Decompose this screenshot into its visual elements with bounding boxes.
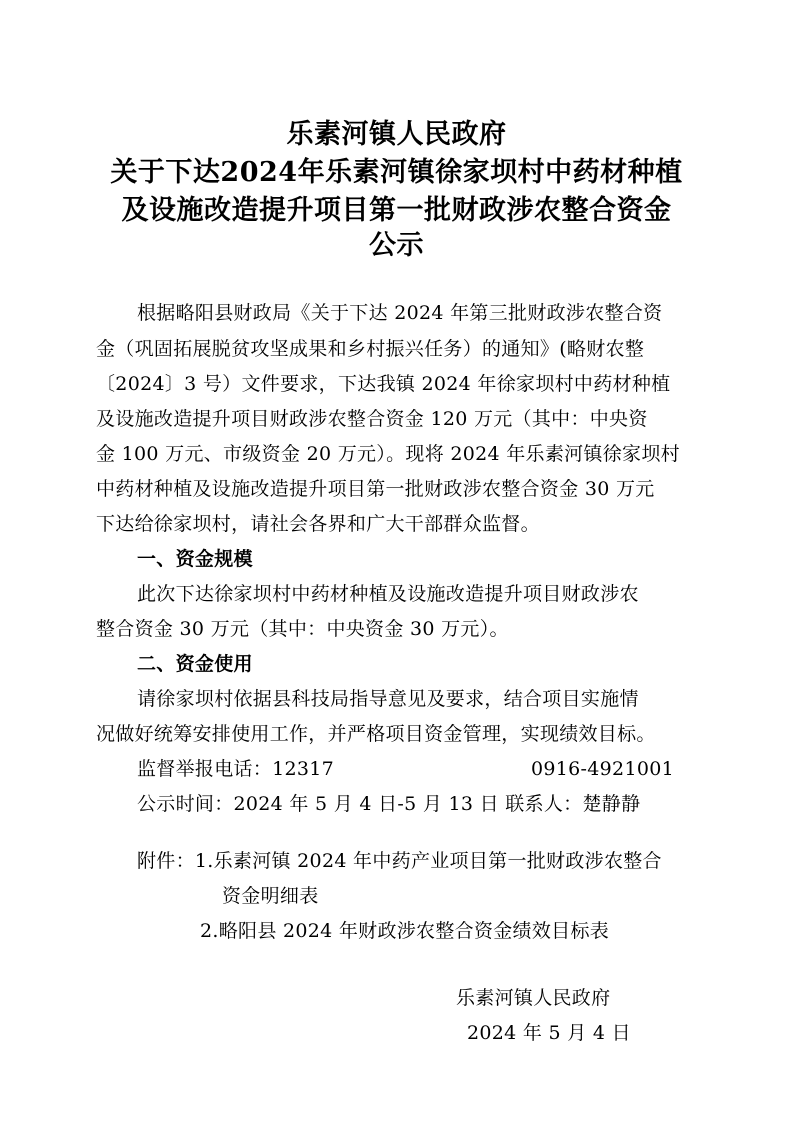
attachment-item-1-cont: 资金明细表 [222, 885, 319, 907]
attachment-item-1: 附件：1.乐素河镇 2024 年中药产业项目第一批财政涉农整合 [137, 850, 662, 872]
intro-line: 根据略阳县财政局《关于下达 2024 年第三批财政涉农整合资 [137, 302, 663, 324]
section-heading: 二、资金使用 [137, 653, 253, 675]
title-line-3: 及设施改造提升项目第一批财政涉农整合资金 [121, 195, 672, 226]
hotline: 监督举报电话：12317 [137, 758, 335, 780]
intro-line: 〔2024〕3 号）文件要求，下达我镇 2024 年徐家坝村中药材种植 [96, 373, 671, 395]
title-line-4: 公示 [369, 230, 424, 261]
intro-line: 金 100 万元、市级资金 20 万元）。现将 2024 年乐素河镇徐家坝村 [96, 443, 680, 465]
title-line-1: 乐素河镇人民政府 [286, 119, 507, 150]
hotline-alt: 0916-4921001 [531, 758, 674, 780]
signature-org: 乐素河镇人民政府 [456, 987, 611, 1009]
intro-line: 及设施改造提升项目财政涉农整合资金 120 万元（其中：中央资 [96, 408, 648, 430]
section-line: 整合资金 30 万元（其中：中央资金 30 万元）。 [96, 618, 509, 640]
notice-period: 公示时间：2024 年 5 月 4 日-5 月 13 日 联系人：楚静静 [137, 793, 641, 815]
section-heading: 一、资金规模 [137, 548, 253, 570]
intro-line: 中药材种植及设施改造提升项目第一批财政涉农整合资金 30 万元 [96, 478, 655, 500]
attachment-item-2: 2.略阳县 2024 年财政涉农整合资金绩效目标表 [200, 920, 610, 942]
section-line: 况做好统筹安排使用工作，并严格项目资金管理，实现绩效目标。 [96, 723, 656, 745]
intro-line: 下达给徐家坝村，请社会各界和广大干部群众监督。 [96, 513, 540, 535]
intro-line: 金（巩固拓展脱贫攻坚成果和乡村振兴任务）的通知》(略财农整 [96, 338, 645, 360]
section-line: 请徐家坝村依据县科技局指导意见及要求，结合项目实施情 [137, 688, 639, 710]
title-line-2: 关于下达2024年乐素河镇徐家坝村中药材种植 [110, 157, 683, 188]
signature-date: 2024 年 5 月 4 日 [467, 1022, 631, 1044]
section-line: 此次下达徐家坝村中药材种植及设施改造提升项目财政涉农 [137, 583, 639, 605]
